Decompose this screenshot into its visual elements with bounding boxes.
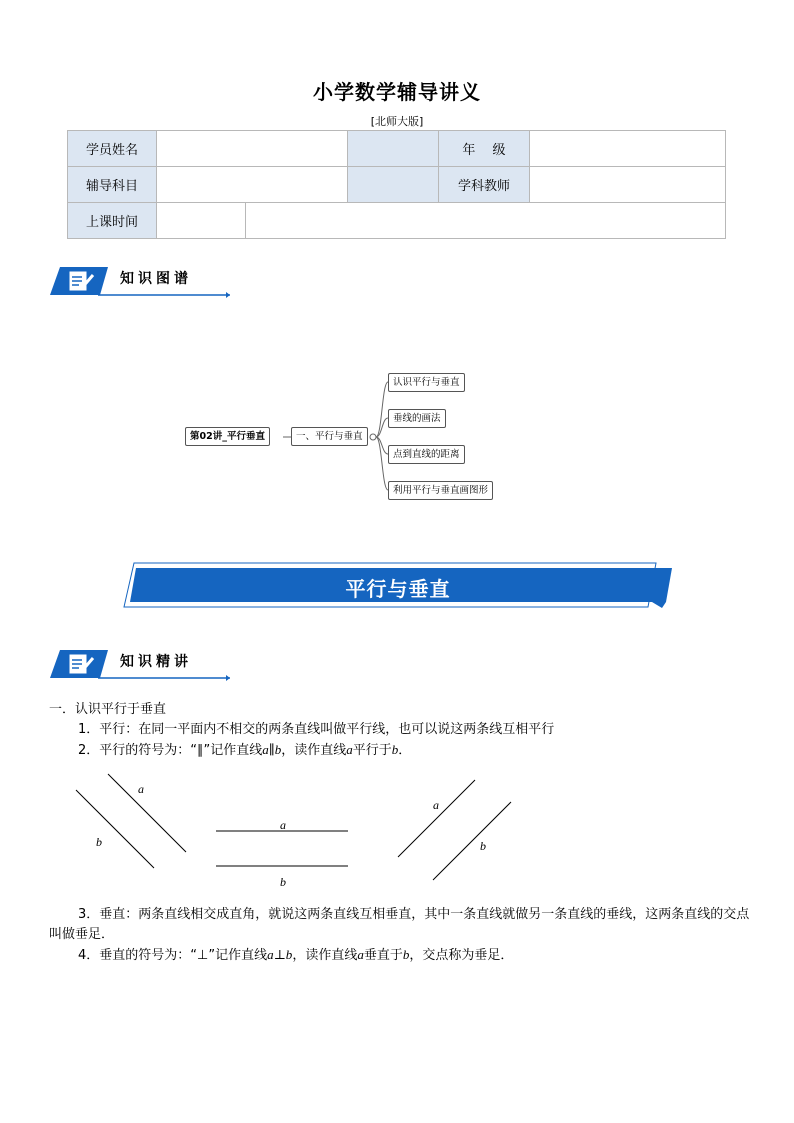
math-expression: a∥b: [262, 742, 282, 757]
label-line-a: a: [138, 782, 144, 796]
notepad-pencil-icon: [67, 652, 97, 676]
math-variable: a: [357, 947, 364, 962]
text-fragment: ，读作直线: [281, 743, 347, 758]
subject-label: 辅导科目: [68, 167, 157, 203]
text-fragment: 平行于: [352, 743, 392, 758]
paragraph-parallel-symbol: [78, 740, 758, 761]
label-line-b: b: [280, 875, 286, 889]
paragraph-perpendicular-definition: 3．垂直：两条直线相交成直角，就说这两条直线互相垂直，其中一条直线就做另一条直线的垂线，这两条直线的交点叫做垂足．: [49, 907, 750, 942]
math-expression: a⊥b: [267, 947, 293, 962]
mindmap-leaf-node: 认识平行与垂直: [388, 373, 465, 392]
paragraph-parallel-definition: 1．平行：在同一平面内不相交的两条直线叫做平行线，也可以说这两条线互相平行: [78, 722, 555, 737]
text-fragment: 4．垂直的符号为：“⊥”记作直线: [78, 948, 268, 963]
text-fragment: 垂直于: [363, 948, 403, 963]
text-fragment: ，交点称为垂足．: [409, 948, 514, 963]
content-heading: 一．认识平行于垂直: [49, 702, 167, 717]
text-fragment: ．: [398, 743, 412, 758]
math-variable: a: [346, 742, 353, 757]
topic-banner: [122, 562, 674, 608]
label-line-b: b: [480, 839, 486, 853]
text-fragment: 2．平行的符号为：“∥”记作直线: [78, 743, 263, 758]
section-title: 知识精讲: [120, 654, 192, 670]
mindmap: [0, 0, 794, 560]
math-variable: b: [402, 947, 410, 962]
edition-label: [北师大版]: [370, 115, 424, 128]
paragraph-perpendicular-symbol: [78, 945, 758, 966]
banner-title: 平行与垂直: [345, 577, 451, 601]
grade-label: 年 级: [439, 131, 530, 167]
section-header-knowledge-lecture: [50, 647, 230, 681]
parallel-lines-figure: [0, 760, 794, 900]
page-title: 小学数学辅导讲义: [313, 80, 481, 104]
mindmap-branch-node: 一、平行与垂直: [291, 427, 368, 446]
math-variable: b: [391, 742, 399, 757]
label-line-b: b: [96, 835, 102, 849]
student-name-label: 学员姓名: [68, 131, 157, 167]
label-line-a: a: [280, 818, 286, 832]
label-line-a: a: [433, 798, 439, 812]
figure-lines: [0, 760, 794, 900]
teacher-label: 学科教师: [439, 167, 530, 203]
text-fragment: ，读作直线: [292, 948, 358, 963]
section-title: 知识图谱: [120, 271, 192, 287]
mindmap-leaf-node: 利用平行与垂直画图形: [388, 481, 493, 500]
mindmap-leaf-node: 点到直线的距离: [388, 445, 465, 464]
mindmap-root-node: 第02讲_平行垂直: [185, 427, 270, 446]
mindmap-leaf-node: 垂线的画法: [388, 409, 446, 428]
mindmap-connectors: [0, 0, 794, 560]
class-time-label: 上课时间: [68, 203, 157, 239]
